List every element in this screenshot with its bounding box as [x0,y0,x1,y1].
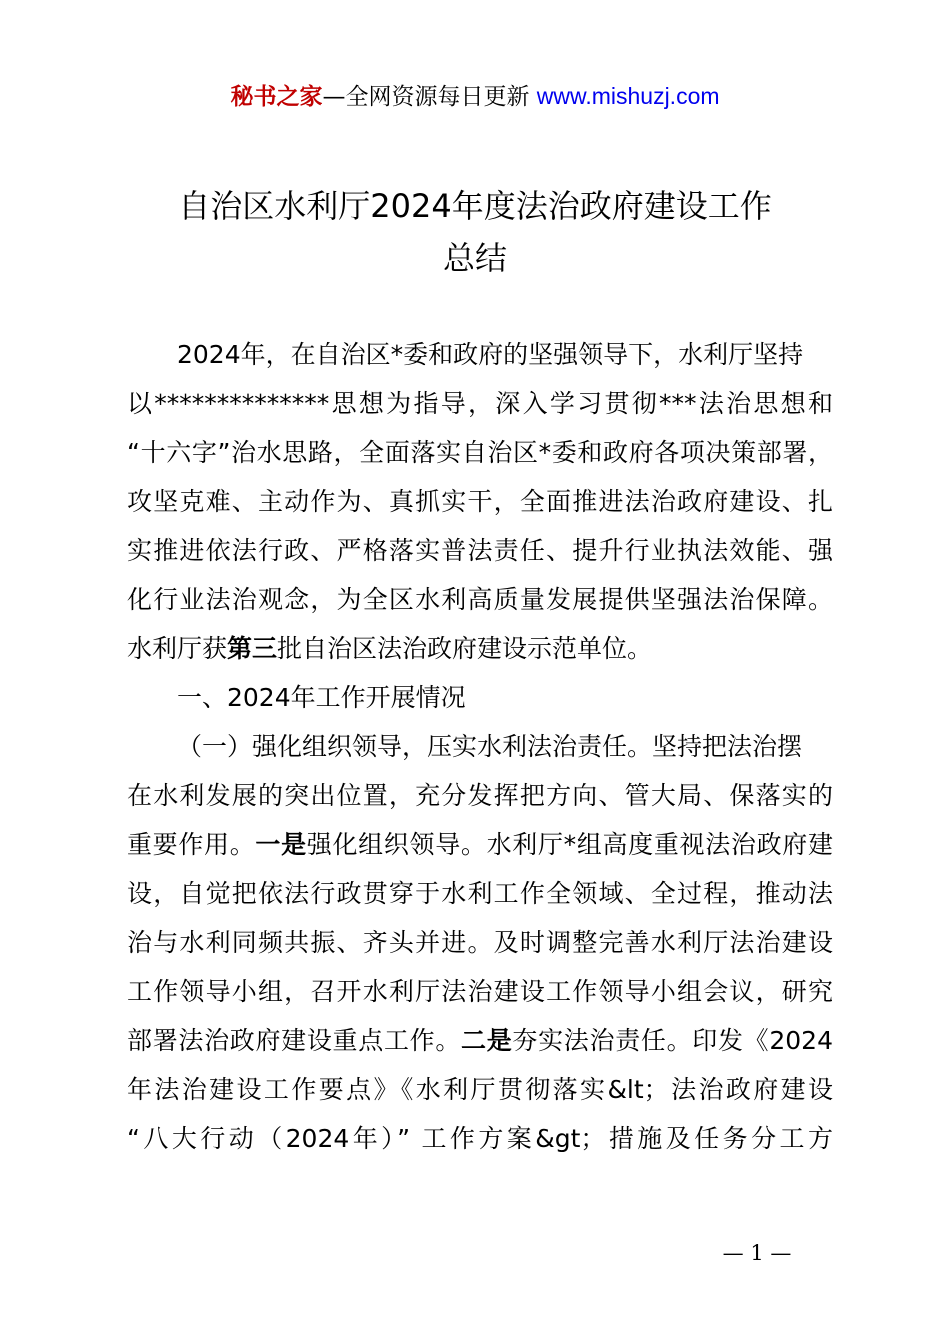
text-run: 夯实法治责任。印发《2024 [512,1026,833,1055]
text-run: 重要作用。 [127,830,256,859]
subsection-1-line [127,820,833,869]
section-heading: 一、2024年工作开展情况 [177,683,466,712]
paragraph-1-line: 以**************思想为指导，深入学习贯彻***法治思想和 [127,389,833,418]
paragraph-1-line: 2024年，在自治区*委和政府的坚强领导下，水利厅坚持 [177,340,804,369]
text-run: 批自治区法治政府建设示范单位。 [277,634,653,663]
bold-text: 二是 [461,1026,513,1055]
subsection-1-line: 工作领导小组，召开水利厅法治建设工作领导小组会议，研究 [127,977,833,1006]
text-run: 部署法治政府建设重点工作。 [127,1026,462,1055]
subsection-1-line: 设，自觉把依法行政贯穿于水利工作全领域、全过程，推动法 [127,879,833,908]
site-slogan: —全网资源每日更新 [322,84,537,110]
site-url-link[interactable]: www.mishuzj.com [536,83,720,109]
site-header [0,80,950,113]
title-line-1: 自治区水利厅2024年度法治政府建设工作 [178,187,772,225]
paragraph-1-line: 实推进依法行政、严格落实普法责任、提升行业执法效能、强 [127,536,833,565]
document-body [127,330,833,1163]
paragraph-1-last-line [127,624,833,673]
subsection-1-line [127,1016,833,1065]
site-name: 秘书之家 [230,84,323,110]
paragraph-1-line: 化行业法治观念，为全区水利高质量发展提供坚强法治保障。 [127,585,833,614]
subsection-1-line: “八大行动（2024年）” 工作方案&gt；措施及任务分工方 [127,1124,833,1153]
paragraph-1-line: 攻坚克难、主动作为、真抓实干，全面推进法治政府建设、扎 [127,487,833,516]
subsection-1-line: 年法治建设工作要点》《水利厅贯彻落实&lt；法治政府建设 [127,1075,833,1104]
subsection-1-line: （一）强化组织领导，压实水利法治责任。坚持把法治摆 [177,732,803,761]
subsection-1-line: 治与水利同频共振、齐头并进。及时调整完善水利厅法治建设 [127,928,833,957]
title-line-2: 总结 [442,239,507,277]
bold-text: 第三 [227,634,278,663]
document-title [100,180,850,284]
bold-text: 一是 [255,830,307,859]
text-run: 强化组织领导。水利厅*组高度重视法治政府建 [306,830,833,859]
paragraph-1-line: “十六字”治水思路，全面落实自治区*委和政府各项决策部署， [127,438,833,467]
subsection-1-line: 在水利发展的突出位置，充分发挥把方向、管大局、保落实的 [127,781,833,810]
page-number: — 1 — [722,1241,792,1265]
text-run: 水利厅获 [127,634,228,663]
